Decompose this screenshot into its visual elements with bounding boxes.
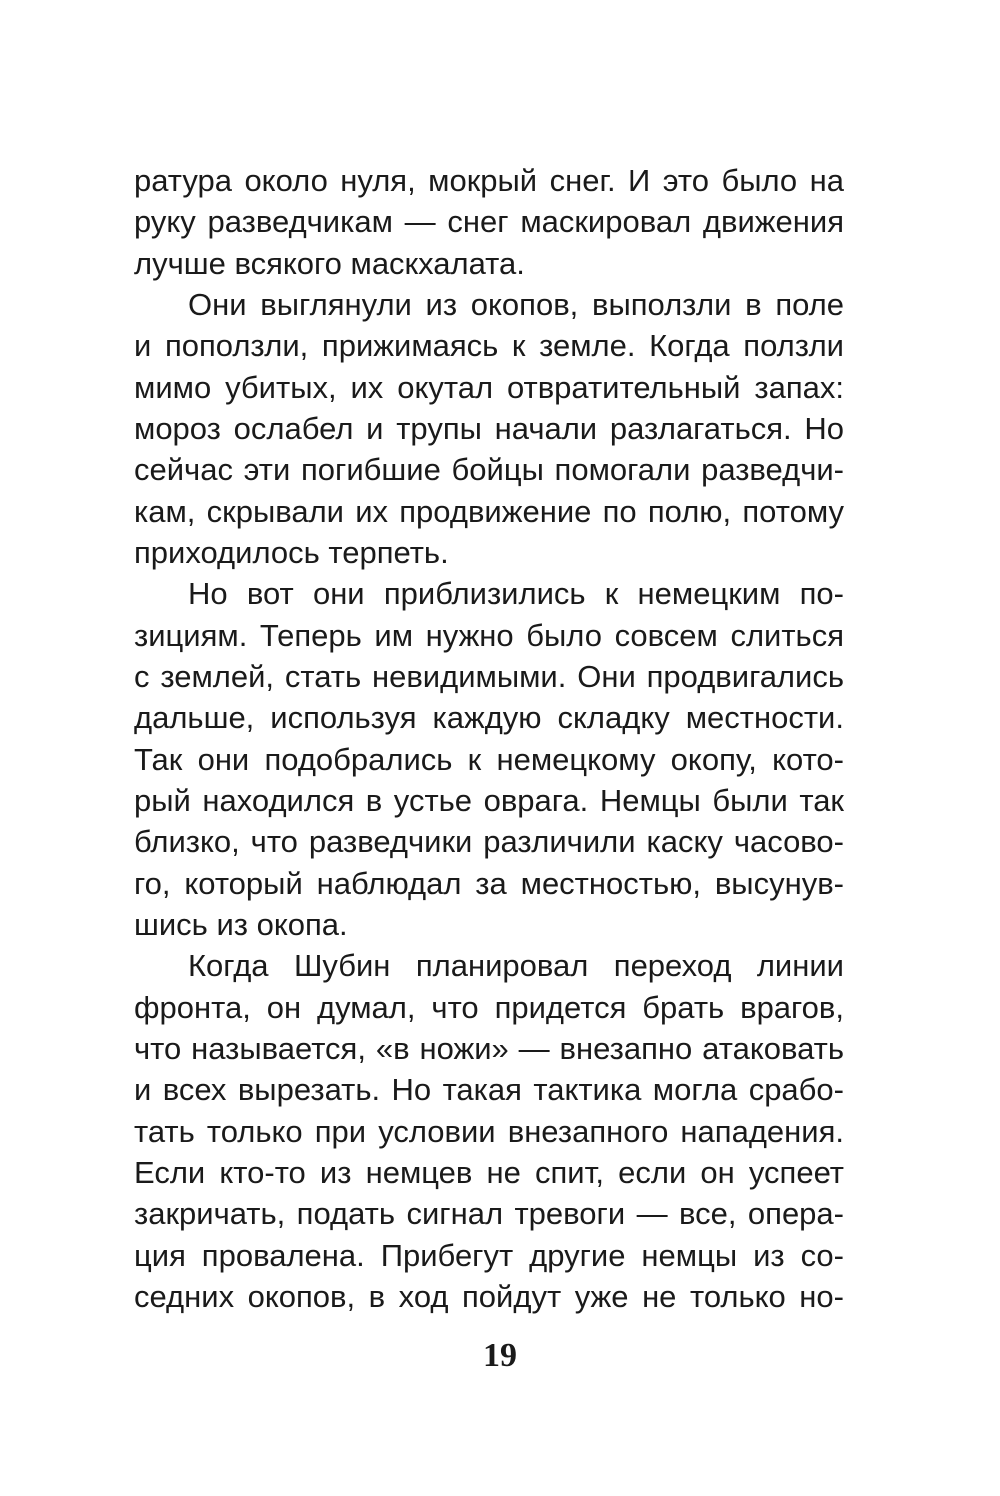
text-line: близко, что разведчики различили каску часово-: [134, 824, 844, 860]
text-line: ция провалена. Прибегут другие немцы из со-: [134, 1237, 844, 1273]
text-line: сейчас эти погибшие бойцы помогали разведчи-: [134, 452, 844, 488]
text-line: дальше, используя каждую складку местности.: [134, 700, 844, 736]
text-line: мороз ослабел и трупы начали разлагаться. Но: [134, 410, 844, 446]
text-line: мимо убитых, их окутал отвратительный запах:: [134, 369, 844, 405]
paragraph-1: [134, 160, 844, 284]
text-line: го, который наблюдал за местностью, высунув-: [134, 865, 844, 901]
text-line: Они выглянули из окопов, выползли в поле: [188, 286, 844, 322]
text-line: зициям. Теперь им нужно было совсем слиться: [134, 617, 844, 653]
text-line: Если кто-то из немцев не спит, если он успеет: [134, 1154, 844, 1190]
text-line: лучше всякого маскхалата.: [134, 245, 525, 281]
text-line: приходилось терпеть.: [134, 534, 449, 570]
text-line: тать только при условии внезапного нападения.: [134, 1113, 844, 1149]
text-line: руку разведчикам — снег маскировал движения: [134, 204, 844, 240]
text-line: что называется, «в ножи» — внезапно атаковать: [134, 1030, 844, 1066]
text-line: Но вот они приблизились к немецким по-: [188, 576, 844, 612]
text-line: и поползли, прижимаясь к земле. Когда ползли: [134, 328, 844, 364]
paragraph-2: [134, 284, 844, 573]
text-line: кам, скрывали их продвижение по полю, потому: [134, 493, 844, 529]
text-line: рый находился в устье оврага. Немцы были так: [134, 782, 844, 818]
text-line: седних окопов, в ход пойдут уже не только но-: [134, 1278, 844, 1314]
text-line: фронта, он думал, что придется брать врагов,: [134, 989, 844, 1025]
body-text: [134, 160, 844, 1317]
text-line: Когда Шубин планировал переход линии: [188, 948, 844, 984]
text-line: ратура около нуля, мокрый снег. И это было на: [134, 163, 844, 198]
paragraph-4: [134, 945, 844, 1317]
text-line: и всех вырезать. Но такая тактика могла срабо-: [134, 1072, 844, 1108]
text-line: шись из окопа.: [134, 906, 348, 942]
text-line: закричать, подать сигнал тревоги — все, опера-: [134, 1196, 844, 1232]
paragraph-3: [134, 573, 844, 945]
text-line: с землей, стать невидимыми. Они продвигались: [134, 658, 844, 694]
text-line: Так они подобрались к немецкому окопу, кото-: [134, 741, 844, 777]
page-number: 19: [483, 1337, 517, 1374]
